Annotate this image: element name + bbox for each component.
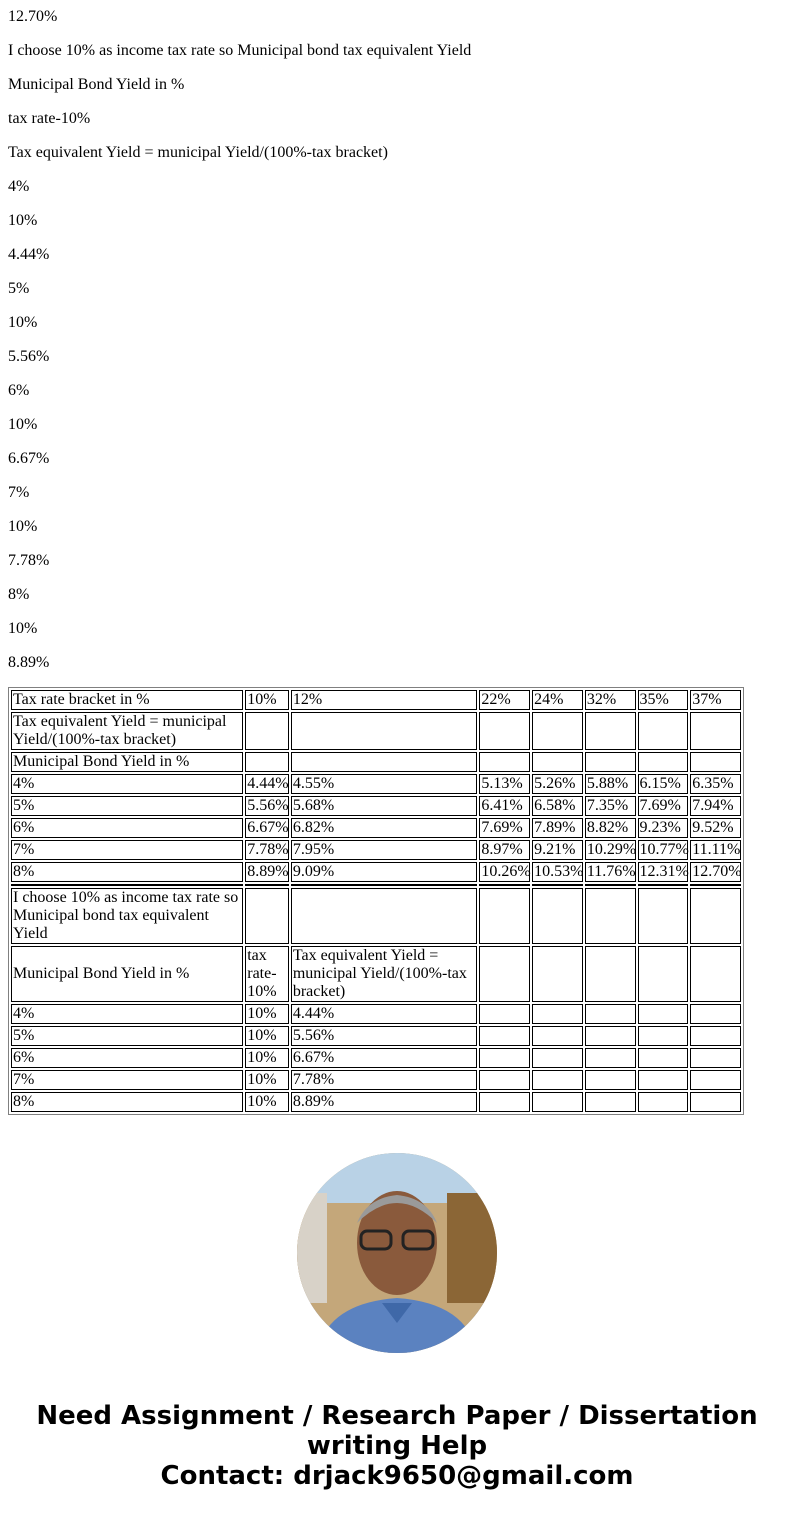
table-cell: I choose 10% as income tax rate so Municipal bond tax equivalent Yield xyxy=(11,888,243,944)
table-row xyxy=(11,884,741,886)
table-cell: 9.52% xyxy=(690,818,741,838)
table-cell xyxy=(479,884,530,886)
table-cell: 8.89% xyxy=(291,1092,478,1112)
table-row xyxy=(11,862,741,882)
table-row xyxy=(11,818,741,838)
tax-equivalent-yield-table xyxy=(8,687,744,1115)
table-cell xyxy=(690,752,741,772)
table-cell: 5% xyxy=(11,796,243,816)
table-cell xyxy=(690,1092,741,1112)
table-cell: 10% xyxy=(245,1048,289,1068)
table-cell xyxy=(291,712,478,750)
table-cell: 8% xyxy=(11,1092,243,1112)
table-cell xyxy=(638,888,689,944)
table-cell: 5.13% xyxy=(479,774,530,794)
table-cell: 9.23% xyxy=(638,818,689,838)
table-cell: 4.55% xyxy=(291,774,478,794)
table-cell xyxy=(532,1004,583,1024)
table-cell: 7.94% xyxy=(690,796,741,816)
table-cell: 4.44% xyxy=(291,1004,478,1024)
table-cell: Tax equivalent Yield = municipal Yield/(100%-tax bracket) xyxy=(291,946,478,1002)
table-cell: 7.89% xyxy=(532,818,583,838)
table-cell xyxy=(245,884,289,886)
table-cell xyxy=(585,946,636,1002)
text-line: 12.70% xyxy=(8,8,58,25)
table-row xyxy=(11,1026,741,1046)
footer-contact xyxy=(8,1401,786,1491)
table-cell: 32% xyxy=(585,690,636,710)
text-line: tax rate-10% xyxy=(8,110,91,127)
table-cell xyxy=(532,1048,583,1068)
table-cell xyxy=(532,1070,583,1090)
footer-help-text: Need Assignment / Research Paper / Dissertation writing Help xyxy=(36,1401,758,1461)
table-cell: 10% xyxy=(245,1092,289,1112)
table-cell xyxy=(585,888,636,944)
table-cell xyxy=(585,1070,636,1090)
table-cell: 8% xyxy=(11,862,243,882)
table-cell: Tax rate bracket in % xyxy=(11,690,243,710)
table-cell: Municipal Bond Yield in % xyxy=(11,752,243,772)
table-cell xyxy=(638,752,689,772)
table-cell xyxy=(291,888,478,944)
table-cell: 7.69% xyxy=(479,818,530,838)
table-row xyxy=(11,774,741,794)
table-row xyxy=(11,1070,741,1090)
table-cell xyxy=(585,752,636,772)
table-cell xyxy=(11,884,243,886)
table-cell xyxy=(585,1092,636,1112)
table-cell xyxy=(532,884,583,886)
table-cell xyxy=(291,752,478,772)
table-cell: 6.58% xyxy=(532,796,583,816)
table-cell: 6.41% xyxy=(479,796,530,816)
table-cell: 6% xyxy=(11,818,243,838)
table-cell xyxy=(585,884,636,886)
table-cell xyxy=(638,712,689,750)
text-line: 5% xyxy=(8,280,30,297)
text-line: 7% xyxy=(8,484,30,501)
table-cell: 6.35% xyxy=(690,774,741,794)
table-cell xyxy=(690,1070,741,1090)
text-line: 6% xyxy=(8,382,30,399)
table-cell xyxy=(532,712,583,750)
table-cell: 10.26% xyxy=(481,863,531,880)
text-line: 10% xyxy=(8,416,38,433)
table-cell xyxy=(479,1026,530,1046)
table-row xyxy=(11,840,741,860)
text-line: 5.56% xyxy=(8,348,50,365)
table-cell: 10.77% xyxy=(639,841,689,858)
text-line: 10% xyxy=(8,212,38,229)
table-cell xyxy=(479,1092,530,1112)
table-cell: 37% xyxy=(690,690,741,710)
text-line: 10% xyxy=(8,518,38,535)
table-cell: 10% xyxy=(245,690,289,710)
table-cell xyxy=(585,1026,636,1046)
table-cell xyxy=(479,752,530,772)
table-row xyxy=(11,752,741,772)
table-cell xyxy=(532,888,583,944)
table-row xyxy=(11,1004,741,1024)
table-cell: 10% xyxy=(245,1026,289,1046)
table-cell xyxy=(638,884,689,886)
text-line: 4% xyxy=(8,178,30,195)
table-cell xyxy=(245,888,289,944)
table-cell xyxy=(638,1070,689,1090)
table-cell: 5.26% xyxy=(532,774,583,794)
table-cell: 10% xyxy=(245,1004,289,1024)
table-cell: 7.95% xyxy=(291,840,478,860)
table-cell: 4% xyxy=(11,1004,243,1024)
table-cell xyxy=(690,1026,741,1046)
table-cell: 4.44% xyxy=(247,775,289,792)
table-row xyxy=(11,946,741,1002)
table-cell xyxy=(690,1004,741,1024)
table-cell xyxy=(532,752,583,772)
table-cell xyxy=(690,1048,741,1068)
table-cell xyxy=(245,752,289,772)
table-row xyxy=(11,796,741,816)
table-cell: 12.70% xyxy=(692,863,742,880)
answer-text xyxy=(8,8,786,672)
table-cell: 7.78% xyxy=(247,841,289,858)
table-cell xyxy=(532,1026,583,1046)
table-cell: 10.29% xyxy=(586,841,637,858)
table-cell xyxy=(291,884,478,886)
table-row xyxy=(11,888,741,944)
table-cell: 9.09% xyxy=(291,862,478,882)
text-line: 7.78% xyxy=(8,552,50,569)
text-line: 6.67% xyxy=(8,450,50,467)
table-cell: 7% xyxy=(11,840,243,860)
table-cell: 6.82% xyxy=(291,818,478,838)
table-cell xyxy=(479,888,530,944)
table-row xyxy=(11,690,741,710)
table-cell xyxy=(585,1048,636,1068)
table-cell xyxy=(532,946,583,1002)
text-line: 8.89% xyxy=(8,654,50,671)
table-cell: 8.97% xyxy=(479,840,530,860)
table-cell: 4% xyxy=(11,774,243,794)
table-cell: 24% xyxy=(532,690,583,710)
table-cell xyxy=(690,884,741,886)
table-cell xyxy=(479,1070,530,1090)
table-cell xyxy=(638,1026,689,1046)
table-row xyxy=(11,1048,741,1068)
table-cell: 6.67% xyxy=(291,1048,478,1068)
table-cell xyxy=(638,1092,689,1112)
table-cell: 6.67% xyxy=(247,819,289,836)
table-cell xyxy=(479,1004,530,1024)
text-line: 8% xyxy=(8,586,30,603)
table-row xyxy=(11,712,741,750)
table-cell xyxy=(638,946,689,1002)
table-cell: 8.82% xyxy=(585,818,636,838)
table-row xyxy=(11,1092,741,1112)
table-cell: 12% xyxy=(291,690,478,710)
table-cell: 11.11% xyxy=(692,841,741,858)
text-line: Municipal Bond Yield in % xyxy=(8,76,185,93)
table-cell: 5.68% xyxy=(291,796,478,816)
table-cell: 6.15% xyxy=(638,774,689,794)
text-line: 10% xyxy=(8,620,38,637)
table-cell: 11.76% xyxy=(586,863,636,880)
table-cell: 5% xyxy=(11,1026,243,1046)
table-cell xyxy=(479,946,530,1002)
table-cell: 10% xyxy=(245,1070,289,1090)
table-cell xyxy=(638,1048,689,1068)
table-cell: 5.56% xyxy=(247,797,289,814)
table-cell xyxy=(532,1092,583,1112)
text-line: I choose 10% as income tax rate so Municipal bond tax equivalent Yield xyxy=(8,42,472,59)
table-cell: 35% xyxy=(638,690,689,710)
table-cell xyxy=(690,946,741,1002)
text-line: 4.44% xyxy=(8,246,50,263)
table-cell: 7.69% xyxy=(638,796,689,816)
table-cell: 5.56% xyxy=(291,1026,478,1046)
author-photo-avatar xyxy=(297,1153,497,1353)
text-line: 10% xyxy=(8,314,38,331)
table-cell xyxy=(690,888,741,944)
table-cell xyxy=(690,712,741,750)
table-cell xyxy=(479,1048,530,1068)
table-cell: Municipal Bond Yield in % xyxy=(11,946,243,1002)
table-cell xyxy=(585,1004,636,1024)
table-cell xyxy=(638,1004,689,1024)
table-cell: 7.78% xyxy=(291,1070,478,1090)
table-cell xyxy=(479,712,530,750)
footer-contact-email: Contact: drjack9650@gmail.com xyxy=(160,1461,634,1491)
table-cell: 22% xyxy=(479,690,530,710)
table-cell: Tax equivalent Yield = municipal Yield/(100%-tax bracket) xyxy=(11,712,243,750)
table-cell: 7% xyxy=(11,1070,243,1090)
table-cell: 6% xyxy=(11,1048,243,1068)
text-line: Tax equivalent Yield = municipal Yield/(100%-tax bracket) xyxy=(8,144,388,161)
table-cell: 9.21% xyxy=(532,840,583,860)
table-cell: 7.35% xyxy=(585,796,636,816)
table-cell: 12.31% xyxy=(639,863,689,880)
table-cell xyxy=(585,712,636,750)
table-cell: 8.89% xyxy=(247,863,289,880)
table-cell xyxy=(245,712,289,750)
table-cell: 10.53% xyxy=(534,863,584,880)
table-cell: 5.88% xyxy=(585,774,636,794)
table-cell: tax rate-10% xyxy=(245,946,289,1002)
